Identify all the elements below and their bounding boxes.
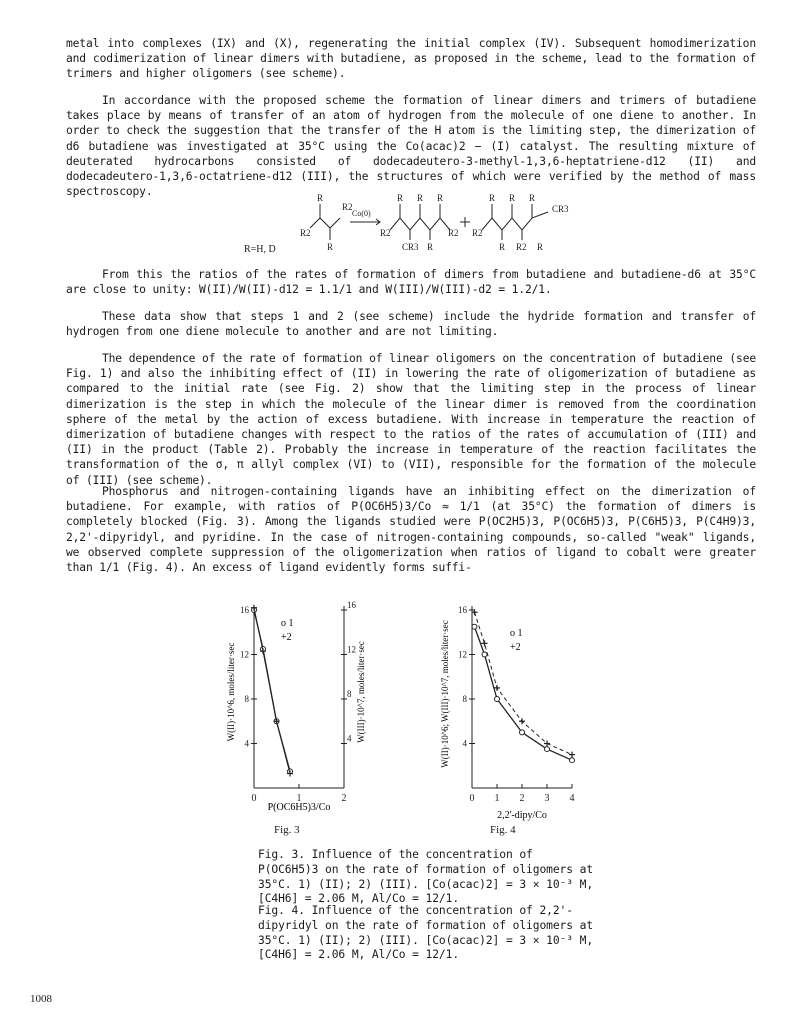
fig4-x-tick-label: 0 [469,793,475,804]
fig3-chart [218,596,368,816]
fig4-legend-1: o 1 [510,628,523,639]
fig3-y-tick-label: 16 [240,605,249,615]
scheme-cr3-label-2: CR3 [552,204,569,214]
scheme-r-label-11: R [537,242,544,252]
fig4-chart [436,596,596,826]
fig3-legend-2: +2 [281,632,292,643]
fig3-y-tick-label-right: 8 [347,689,352,699]
paragraph-ligands: Phosphorus and nitrogen-containing ligands have an inhibiting effect on the dimerization of butadiene. For example, with ratios of P(OC6H5)3/Co ≈ 1/1 (at 35°C) the formation of dimers is completely blocked (Fig. 3). Among the ligands studied were P(OC2H5)3, P(OC6H5)3, P(C6H5)3, P(C4H9)3, 2,2'-dipyridyl, and pyridine. In the case of nitrogen-containing compounds, so-called "weak" ligands, we observed complete suppression of the oligomerization when ratios of ligand to cobalt were greater than 1/1 (Fig. 4). An excess of ligand evidently forms suffi- [66,485,756,575]
fig3-label: Fig. 3 [274,824,300,836]
fig3-y-tick-label: 4 [244,738,249,749]
scheme-r2-label-6: R2 [516,242,527,252]
fig3-x-tick-label: 0 [251,793,257,804]
fig3-y-tick-label: 12 [240,649,249,660]
page-number: 1008 [30,993,52,1005]
scheme-r-label-10: R [499,242,506,252]
fig4-x-tick-label: 4 [569,793,575,804]
scheme-r-label: R [317,193,324,203]
fig4-x-tick-label: 3 [544,793,550,804]
fig3-x-tick-label: 2 [341,793,347,804]
paragraph-ratios: From this the ratios of the rates of formation of dimers from butadiene and butadiene-d6 at 35°C are close to unity: W(II)/W(II)-d12 = 1.1/1 and W(III)/W(III)-d2 = 1.2/1. [66,268,756,297]
fig3-x-label: P(OC6H5)3/Co [267,802,331,813]
reaction-scheme [290,192,590,262]
paragraph-dependence: The dependence of the rate of formation of linear oligomers on the concentration of butadiene (see Fig. 1) and also the inhibiting effect of (II) in lowering the rate of oligomerization of butadiene as compared to the initial rate (see Fig. 2) show that the limiting step in the process of linear dimerization is the step in which the molecule of the linear dimer is removed from the coordination sphere of the metal by the action of excess butadiene. With increase in temperature the reaction of dimerization of butadiene changes with respect to the ratios of the rates of accumulation of (III) and (II) in the product (Table 2). Probably the increase in temperature of the reaction facilitates the transformation of the σ, π allyl complex (VI) to (VII), responsible for the formation of the molecule of (III) (see scheme). [66,352,756,487]
fig4-x-tick-label: 2 [519,793,525,804]
fig3-y-tick-label: 8 [244,694,249,704]
fig3-caption: Fig. 3. Influence of the concentration of P(OC6H5)3 on the rate of formation of oligomers at 35°C. 1) (II); 2) (III). [Co(acac)2] = 3 × 10⁻³ M, [C4H6] = 2.06 M, Al/Co = 12/1. [258,848,594,906]
fig4-legend-2: +2 [510,642,521,653]
fig4-y-tick-label: 8 [462,694,467,704]
paragraph-steps: These data show that steps 1 and 2 (see scheme) include the hydride formation and transfer of hydrogen from one diene molecule to another and are not limiting. [66,310,756,339]
fig4-caption: Fig. 4. Influence of the concentration of 2,2'-dipyridyl on the rate of formation of oligomers at 35°C. 1) (II); 2) (III). [Co(acac)2] = 3 × 10⁻³ M, [C4H6] = 2.06 M, Al/Co = 12/1. [258,904,594,962]
fig4-series-2-point [569,752,575,758]
fig3-y-tick-label-right: 16 [347,600,356,610]
fig3-y-label-right: W(III)·10^7, moles/liter·sec [356,641,366,743]
fig3-x-tick-label: 1 [296,793,302,804]
fig4-series-1-point [495,697,500,702]
fig4-series-2-point [544,741,550,747]
fig4-y-tick-label: 16 [458,605,467,615]
scheme-cr3-label: CR3 [402,242,419,252]
fig3-y-label-left: W(II)·10^6, moles/liter·sec [226,642,236,742]
scheme-r2-label: R2 [342,202,353,212]
fig4-series-2-point [482,640,488,646]
fig4-series-1-point [472,624,477,629]
scheme-r-label-7: R [489,193,496,203]
scheme-r2-label-2: R2 [300,228,311,238]
fig4-y-label: W(II)·10^6; W(III)·10^7, moles/liter·sec [440,620,450,768]
scheme-r2-label-4: R2 [448,228,459,238]
fig4-series-1-line [475,627,573,761]
fig4-series-1-point [545,747,550,752]
scheme-r-label-9: R [529,193,536,203]
fig3-y-tick-label-right: 12 [347,644,356,655]
fig4-label: Fig. 4 [490,824,516,836]
fig3-legend-1: o 1 [281,618,294,629]
fig4-series-1-point [570,758,575,763]
fig4-y-tick-label: 12 [458,649,467,660]
fig4-series-2-point [519,718,525,724]
fig4-series-1-point [482,652,487,657]
fig4-y-tick-label: 4 [462,738,467,749]
scheme-r-label-5: R [437,193,444,203]
fig4-x-label: 2,2'-dipy/Co [497,810,547,821]
scheme-r-label-8: R [509,193,516,203]
scheme-catalyst: Co(0) [352,209,371,218]
paragraph-scheme-proposal: In accordance with the proposed scheme the formation of linear dimers and trimers of butadiene takes place by means of transfer of an atom of hydrogen from the molecule of one diene to another. In order to check the suggestion that the transfer of the H atom is the limiting step, the dimerization of d6 butadiene was investigated at 35°C using the Co(acac)2 − (I) catalyst. The resulting mixture of deuterated hydrocarbons consisted of dodecadeutero-3-methyl-1,3,6-heptatriene-d12 (II) and dodecadeutero-1,3,6-octatriene-d12 (III), the structures of which were verified by the method of mass spectroscopy. [66,94,756,199]
scheme-r-label-3: R [397,193,404,203]
paragraph-intro: metal into complexes (IX) and (X), regenerating the initial complex (IV). Subsequent homodimerization and codimerization of linear dimers with butadiene, as proposed in the scheme, lead to the formation of trimers and higher oligomers (see scheme). [66,37,756,81]
scheme-r-label-6: R [427,242,434,252]
fig3-y-tick-label-right: 4 [347,733,352,744]
fig4-x-tick-label: 1 [494,793,500,804]
fig4-series-1-point [520,730,525,735]
scheme-r2-label-3: R2 [380,228,391,238]
scheme-r2-label-5: R2 [472,228,483,238]
scheme-r-label-4: R [417,193,424,203]
scheme-r-definition: R=H, D [244,244,276,255]
scheme-r-label-2: R [327,242,334,252]
